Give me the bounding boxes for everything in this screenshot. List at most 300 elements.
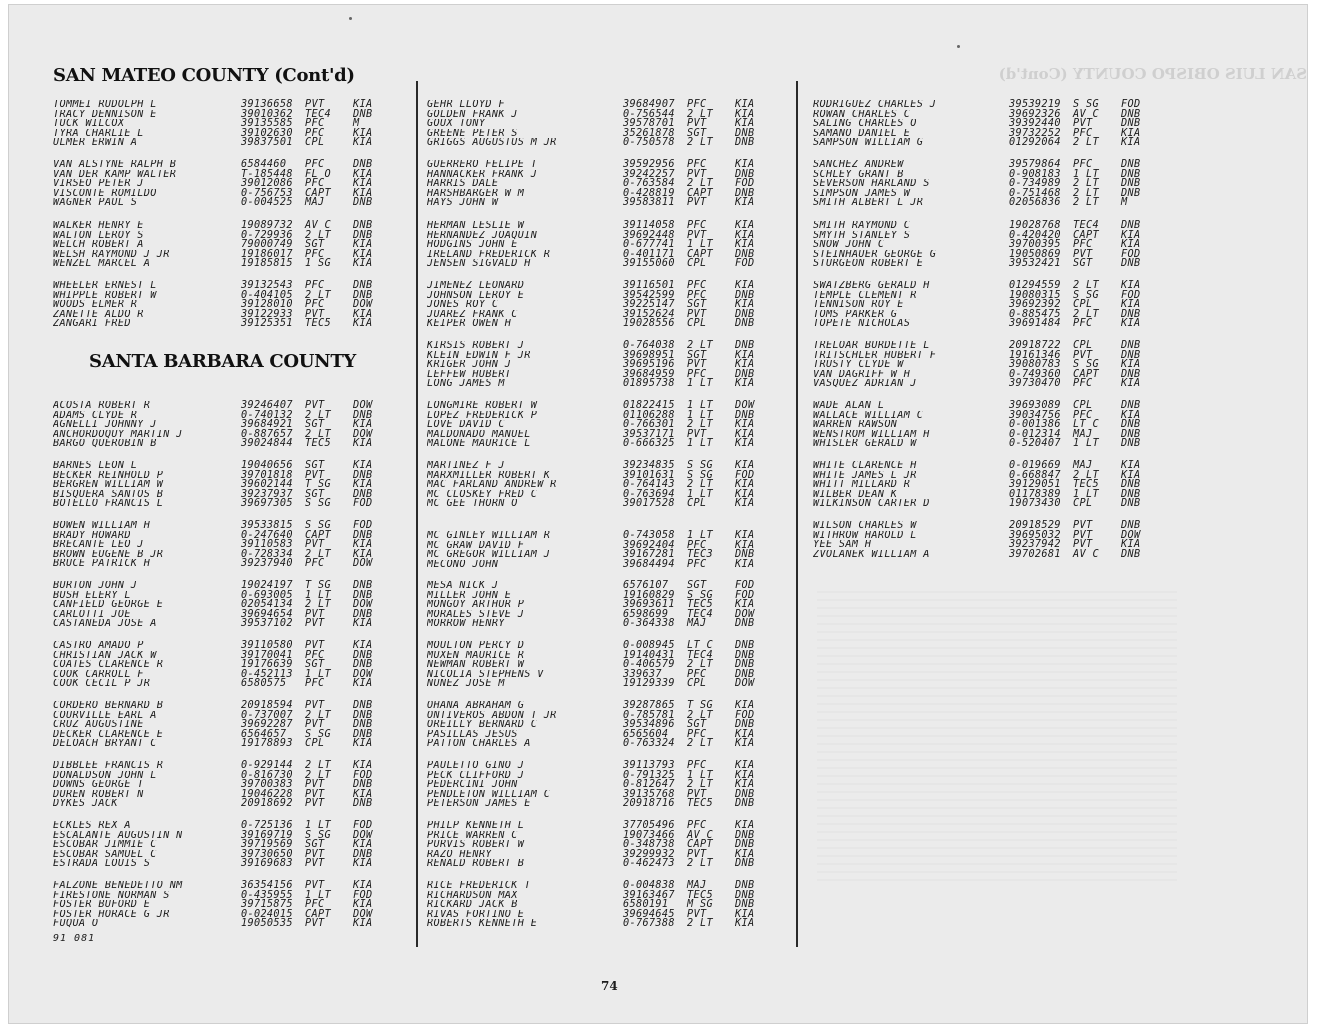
entry-name: RICHARDSON MAX xyxy=(427,890,518,901)
entry-serial-number: 39732252 xyxy=(1009,127,1061,139)
entry-rank: LT C xyxy=(1073,419,1099,431)
roster-entry xyxy=(53,170,393,180)
entry-name: ESTRADA LOUIS S xyxy=(53,859,151,869)
entry-rank: 2 LT xyxy=(687,709,713,721)
entry-status: DNB xyxy=(353,289,373,301)
entry-rank: S SG xyxy=(305,728,331,740)
entry-group xyxy=(427,100,775,148)
entry-serial-number: 39116501 xyxy=(623,280,675,291)
entry-serial-number: 0-406579 xyxy=(623,659,675,671)
entry-name: ZVOLANEK WILLIAM A xyxy=(813,549,930,560)
roster-entry xyxy=(53,850,393,860)
entry-serial-number: 0-435955 xyxy=(241,889,293,901)
entry-status: KIA xyxy=(735,848,755,860)
roster-entry xyxy=(53,679,393,689)
entry-status: DNB xyxy=(735,368,755,380)
roster-entry xyxy=(53,600,393,610)
entry-rank: SGT xyxy=(687,349,707,361)
roster-entry xyxy=(427,480,775,490)
entry-rank: CPL xyxy=(687,258,707,270)
roster-entry xyxy=(813,319,1161,329)
entry-name: WHIPPLE ROBERT W xyxy=(53,290,157,301)
entry-name: TUCK WILCOX xyxy=(53,119,125,129)
entry-group xyxy=(427,221,775,269)
entry-name: DYKES JACK xyxy=(53,799,118,809)
entry-name: TOMS PARKER G xyxy=(813,309,898,320)
entry-name: HANNACKER FRANK J xyxy=(427,169,538,180)
entry-status: KIA xyxy=(1121,239,1141,251)
entry-rank: PVT xyxy=(1073,520,1093,531)
entry-serial-number: 0-401171 xyxy=(623,248,675,260)
entry-status: DNB xyxy=(353,659,373,671)
entry-status: KIA xyxy=(1121,299,1141,311)
entry-status: DOW xyxy=(353,668,373,680)
entry-group xyxy=(813,521,1161,559)
entry-name: WARREN RAWSON xyxy=(813,420,898,430)
entry-name: VAN DAGRIFF W H xyxy=(813,369,911,380)
page-number: 74 xyxy=(601,979,618,993)
roster-entry xyxy=(53,138,393,148)
entry-name: PETERSON JAMES E xyxy=(427,799,531,809)
entry-rank: CAPT xyxy=(687,248,713,260)
entry-name: BARNES LEON L xyxy=(53,461,138,471)
roster-entry xyxy=(813,138,1161,148)
entry-rank: 2 LT xyxy=(1073,197,1099,209)
entry-name: VIRSEO PETER J xyxy=(53,179,144,189)
entry-serial-number: 39592956 xyxy=(623,159,675,170)
roster-entry xyxy=(53,291,393,301)
entry-name: LONGMIRE ROBERT W xyxy=(427,401,538,411)
entry-serial-number: 39122933 xyxy=(241,308,293,320)
entry-name: HAYS JOHN W xyxy=(427,198,499,208)
entry-name: HARSHBARGER W M xyxy=(427,188,525,199)
speck xyxy=(957,45,960,48)
entry-rank: PVT xyxy=(687,168,707,180)
roster-entry xyxy=(53,499,393,509)
entry-serial-number: T-185448 xyxy=(241,168,293,180)
entry-name: TENNISON ROY E xyxy=(813,300,904,310)
roster-entry xyxy=(427,919,775,929)
entry-rank: PFC xyxy=(305,678,325,690)
roster-entry xyxy=(813,170,1161,180)
entry-serial-number: 0-462473 xyxy=(623,858,675,870)
entry-group xyxy=(53,160,393,208)
roster-entry xyxy=(427,701,775,711)
entry-group xyxy=(427,761,775,809)
roster-entry xyxy=(427,291,775,301)
entry-rank: 2 LT xyxy=(1073,187,1099,199)
entry-status: KIA xyxy=(735,460,755,471)
entry-name: MALDONADO MANUEL xyxy=(427,429,531,440)
entry-rank: S SG xyxy=(1073,99,1099,110)
entry-serial-number: 39125351 xyxy=(241,318,293,330)
entry-name: LONG JAMES M xyxy=(427,379,505,389)
entry-rank: 2 LT xyxy=(687,137,713,149)
entry-rank: CAPT xyxy=(1073,368,1099,380)
roster-entry xyxy=(813,499,1161,509)
entry-serial-number: 20918692 xyxy=(241,798,293,810)
entry-group xyxy=(427,641,775,689)
roster-entry xyxy=(53,821,393,831)
entry-status: KIA xyxy=(735,118,755,130)
entry-name: MILLER JOHN E xyxy=(427,590,512,601)
entry-name: JUAREZ FRANK C xyxy=(427,309,518,320)
entry-serial-number: 39697305 xyxy=(241,498,293,510)
entry-name: WENZEL MARCEL A xyxy=(53,259,151,269)
entry-rank: AV C xyxy=(687,829,713,841)
entry-name: DELOACH BRYANT C xyxy=(53,739,157,749)
entry-status: KIA xyxy=(735,700,755,711)
entry-name: SMITH RAYMOND C xyxy=(813,221,911,231)
entry-serial-number: 39135585 xyxy=(241,118,293,130)
entry-serial-number: 6565604 xyxy=(623,728,669,740)
roster-entry xyxy=(427,430,775,440)
entry-serial-number: 19050869 xyxy=(1009,248,1061,260)
entry-rank: TEC4 xyxy=(305,108,331,120)
entry-serial-number: 39692392 xyxy=(1009,299,1061,311)
entry-status: DOW xyxy=(353,829,373,841)
roster-entry xyxy=(813,360,1161,370)
entry-status: KIA xyxy=(353,880,373,891)
entry-serial-number: 19080315 xyxy=(1009,289,1061,301)
entry-rank: PFC xyxy=(687,668,707,680)
entry-rank: CAPT xyxy=(687,839,713,851)
roster-entry xyxy=(813,490,1161,500)
entry-name: KRIGER JOHN J xyxy=(427,360,512,370)
entry-status: DNB xyxy=(735,668,755,680)
entry-serial-number: 19073430 xyxy=(1009,498,1061,510)
entry-serial-number: 0-763324 xyxy=(623,738,675,750)
entry-rank: CPL xyxy=(1073,498,1093,510)
entry-rank: PFC xyxy=(305,178,325,190)
roster-entry xyxy=(427,600,775,610)
entry-status: DNB xyxy=(353,798,373,810)
entry-serial-number: 20918594 xyxy=(241,700,293,711)
entry-serial-number: 19046228 xyxy=(241,788,293,800)
entry-status: DNB xyxy=(735,549,755,561)
entry-name: JOHNSON LEROY E xyxy=(427,290,525,301)
entry-serial-number: 39080783 xyxy=(1009,359,1061,371)
roster-entry xyxy=(813,259,1161,269)
entry-name: CASTRO AMADO P xyxy=(53,641,144,651)
entry-rank: CPL xyxy=(305,738,325,750)
roster-entry xyxy=(427,490,775,500)
entry-name: PAULETTO GINO J xyxy=(427,761,525,771)
roster-entry xyxy=(53,100,393,110)
entry-rank: PVT xyxy=(305,99,325,110)
roster-entry xyxy=(427,420,775,430)
entry-name: WILKINSON CARTER D xyxy=(813,499,930,509)
footer-code: 91 081 xyxy=(53,933,96,944)
entry-rank: 2 LT xyxy=(1073,469,1099,481)
entry-status: KIA xyxy=(735,779,755,791)
roster-entry xyxy=(813,300,1161,310)
entry-status: KIA xyxy=(353,618,373,630)
entry-status: KIA xyxy=(735,488,755,500)
entry-name: OHANA ABRAHAM G xyxy=(427,701,525,711)
entry-rank: PVT xyxy=(305,400,325,411)
entry-name: WADE ALAN L xyxy=(813,401,885,411)
entry-status: KIA xyxy=(1121,409,1141,421)
entry-rank: 2 LT xyxy=(687,108,713,120)
entry-serial-number: 0-749360 xyxy=(1009,368,1061,380)
entry-serial-number: 37705496 xyxy=(623,820,675,831)
entry-serial-number: 39110583 xyxy=(241,539,293,551)
entry-status: FOD xyxy=(735,580,755,591)
entry-serial-number: 19040656 xyxy=(241,460,293,471)
entry-serial-number: 0-764143 xyxy=(623,479,675,491)
roster-entry xyxy=(427,379,775,389)
entry-rank: 2 LT xyxy=(687,918,713,930)
county-heading-santa-barbara: SANTA BARBARA COUNTY xyxy=(89,351,356,372)
entry-status: DNB xyxy=(1121,428,1141,440)
entry-status: FOD xyxy=(353,498,373,510)
entry-rank: 2 LT xyxy=(687,738,713,750)
entry-rank: 1 LT xyxy=(687,409,713,421)
roster-entry xyxy=(53,761,393,771)
entry-name: TYRA CHARLIE L xyxy=(53,128,144,139)
entry-status: KIA xyxy=(353,548,373,560)
entry-serial-number: 39719569 xyxy=(241,839,293,851)
entry-name: SIMPSON JAMES W xyxy=(813,188,911,199)
entry-name: ESCOBAR JIMMIE C xyxy=(53,840,157,850)
entry-status: DNB xyxy=(353,409,373,421)
entry-group xyxy=(813,461,1161,509)
entry-name: WHITE CLARENCE H xyxy=(813,461,917,471)
entry-name: WALKER HENRY E xyxy=(53,221,144,231)
entry-status: DNB xyxy=(1121,108,1141,120)
entry-status: KIA xyxy=(735,760,755,771)
entry-rank: 2 LT xyxy=(305,229,331,241)
entry-rank: TEC5 xyxy=(687,798,713,810)
entry-serial-number: 01178389 xyxy=(1009,488,1061,500)
entry-serial-number: 0-729936 xyxy=(241,229,293,241)
entry-status: DOW xyxy=(1121,529,1141,541)
entry-name: PURVIS ROBERT W xyxy=(427,840,525,850)
roster-entry xyxy=(427,771,775,781)
entry-rank: PVT xyxy=(305,798,325,810)
roster-entry xyxy=(427,119,775,129)
roster-entry xyxy=(427,250,775,260)
entry-status: FOD xyxy=(735,258,755,270)
entry-group xyxy=(813,221,1161,269)
entry-name: DUREN ROBERT N xyxy=(53,789,144,800)
entry-status: KIA xyxy=(1121,229,1141,241)
entry-rank: PFC xyxy=(305,299,325,311)
entry-name: CASTANEDA JOSE A xyxy=(53,619,157,629)
roster-entry xyxy=(53,641,393,651)
entry-serial-number: 39101631 xyxy=(623,469,675,481)
entry-status: KIA xyxy=(353,738,373,750)
entry-serial-number: 0-348738 xyxy=(623,839,675,851)
entry-status: FOD xyxy=(1121,248,1141,260)
roster-entry xyxy=(427,660,775,670)
entry-name: PATTON CHARLES A xyxy=(427,739,531,749)
roster-entry xyxy=(53,179,393,189)
entry-serial-number: 19089732 xyxy=(241,220,293,231)
roster-entry xyxy=(813,189,1161,199)
entry-group xyxy=(427,341,775,389)
entry-serial-number: 0-420420 xyxy=(1009,229,1061,241)
entry-serial-number: 39684907 xyxy=(623,99,675,110)
entry-status: DNB xyxy=(1121,438,1141,450)
entry-rank: 2 LT xyxy=(305,760,331,771)
entry-status: DNB xyxy=(1121,368,1141,380)
roster-entry xyxy=(427,531,775,541)
entry-status: DNB xyxy=(1121,168,1141,180)
entry-serial-number: 39533815 xyxy=(241,520,293,531)
roster-entry xyxy=(53,198,393,208)
roster-entry xyxy=(427,401,775,411)
entry-name: FALZONE BENEDETTO NM xyxy=(53,881,183,891)
entry-serial-number: 0-764038 xyxy=(623,340,675,351)
entry-serial-number: 39534896 xyxy=(623,719,675,731)
roster-entry xyxy=(427,720,775,730)
entry-group xyxy=(427,881,775,929)
entry-name: MOULTON PERCY D xyxy=(427,641,525,651)
entry-serial-number: 39246407 xyxy=(241,400,293,411)
entry-rank: SGT xyxy=(305,488,325,500)
entry-name: MC GREGOR WILLIAM J xyxy=(427,550,551,560)
roster-entry xyxy=(53,670,393,680)
roster-entry xyxy=(427,471,775,481)
entry-status: KIA xyxy=(1121,539,1141,551)
roster-entry xyxy=(813,430,1161,440)
roster-entry xyxy=(813,129,1161,139)
entry-serial-number: 0-012314 xyxy=(1009,428,1061,440)
entry-rank: 2 LT xyxy=(687,779,713,791)
entry-rank: PVT xyxy=(1073,118,1093,130)
entry-status: FOD xyxy=(353,889,373,901)
entry-serial-number: 39163467 xyxy=(623,889,675,901)
entry-status: DNB xyxy=(735,289,755,301)
entry-rank: S SG xyxy=(687,589,713,601)
entry-serial-number: 6564657 xyxy=(241,728,287,740)
entry-name: MC GINLEY WILLIAM R xyxy=(427,531,551,541)
entry-name: HERNANDEZ JOAQUIN xyxy=(427,230,538,241)
entry-serial-number: 02054134 xyxy=(241,599,293,611)
roster-entry xyxy=(813,110,1161,120)
entry-rank: PVT xyxy=(305,848,325,860)
entry-status: DNB xyxy=(353,728,373,740)
entry-name: BISQUERA SANTOS B xyxy=(53,489,164,500)
entry-name: BOWEN WILLIAM H xyxy=(53,521,151,531)
entry-rank: M SG xyxy=(687,899,713,911)
entry-name: BUSH ELERY L xyxy=(53,590,131,601)
entry-serial-number: 39392440 xyxy=(1009,118,1061,130)
roster-entry xyxy=(53,490,393,500)
entry-serial-number: 0-929144 xyxy=(241,760,293,771)
entry-name: MC GRAW DAVID F xyxy=(427,540,525,551)
entry-rank: PVT xyxy=(1073,248,1093,260)
entry-status: DNB xyxy=(353,649,373,661)
entry-status: DNB xyxy=(735,640,755,651)
entry-status: KIA xyxy=(735,539,755,551)
entry-name: GEHR LLOYD F xyxy=(427,100,505,110)
roster-entry xyxy=(427,360,775,370)
entry-serial-number: 39135768 xyxy=(623,788,675,800)
roster-entry xyxy=(427,281,775,291)
entry-name: VISCONTE ROMILDO xyxy=(53,188,157,199)
entry-rank: CPL xyxy=(687,318,707,330)
entry-serial-number: 39693089 xyxy=(1009,400,1061,411)
entry-serial-number: 0-001386 xyxy=(1009,419,1061,431)
entry-status: KIA xyxy=(353,99,373,110)
roster-entry xyxy=(427,100,775,110)
entry-status: DOW xyxy=(735,400,755,411)
entry-name: OREILLY BERNARD C xyxy=(427,720,538,730)
entry-name: TRACY DENNISON E xyxy=(53,109,157,120)
roster-entry xyxy=(813,198,1161,208)
entry-status: KIA xyxy=(353,308,373,320)
roster-entry xyxy=(53,910,393,920)
entry-name: RODRIGUEZ CHARLES J xyxy=(813,100,937,110)
roster-entry xyxy=(427,900,775,910)
entry-status: DNB xyxy=(353,197,373,209)
entry-rank: 2 LT xyxy=(305,289,331,301)
entry-serial-number: 39017528 xyxy=(623,498,675,510)
entry-serial-number: 0-734989 xyxy=(1009,178,1061,190)
entry-serial-number: 39169683 xyxy=(241,858,293,870)
entry-group xyxy=(427,701,775,749)
roster-entry xyxy=(427,319,775,329)
roster-entry xyxy=(427,341,775,351)
entry-rank: 2 LT xyxy=(1073,308,1099,320)
entry-rank: CAPT xyxy=(687,187,713,199)
county-heading-san-mateo: SAN MATEO COUNTY (Cont'd) xyxy=(53,65,355,86)
entry-status: DNB xyxy=(1121,479,1141,491)
entry-serial-number: 19176639 xyxy=(241,659,293,671)
entry-rank: PVT xyxy=(1073,529,1093,541)
entry-rank: TEC5 xyxy=(1073,479,1099,491)
roster-entry xyxy=(427,461,775,471)
entry-status: FOD xyxy=(353,820,373,831)
entry-group xyxy=(53,521,393,569)
entry-status: DNB xyxy=(353,608,373,620)
entry-name: AGNELLI JOHNNY J xyxy=(53,420,157,430)
roster-entry xyxy=(813,231,1161,241)
roster-entry xyxy=(53,720,393,730)
roster-entry xyxy=(53,401,393,411)
entry-status: KIA xyxy=(735,558,755,570)
entry-status: KIA xyxy=(353,858,373,870)
entry-serial-number: 39012086 xyxy=(241,178,293,190)
roster-entry xyxy=(53,129,393,139)
entry-serial-number: 0-668847 xyxy=(1009,469,1061,481)
entry-status: KIA xyxy=(735,728,755,740)
roster-entry xyxy=(813,310,1161,320)
entry-serial-number: 39237937 xyxy=(241,488,293,500)
entry-rank: 1 LT xyxy=(687,488,713,500)
entry-status: DNB xyxy=(353,529,373,541)
entry-status: DNB xyxy=(735,168,755,180)
entry-rank: PVT xyxy=(305,880,325,891)
roster-entry xyxy=(813,370,1161,380)
roster-entry xyxy=(813,521,1161,531)
column-1 xyxy=(53,5,413,1023)
entry-status: DNB xyxy=(353,719,373,731)
entry-status: DNB xyxy=(735,788,755,800)
entry-rank: SGT xyxy=(305,239,325,251)
roster-entry xyxy=(813,351,1161,361)
entry-name: RAZO HENRY xyxy=(427,849,492,860)
entry-status: DNB xyxy=(353,580,373,591)
entry-status: KIA xyxy=(735,280,755,291)
entry-group xyxy=(427,281,775,329)
entry-group xyxy=(53,281,393,329)
roster-entry xyxy=(427,670,775,680)
entry-name: ESCALANTE AUGUSTIN N xyxy=(53,830,183,841)
